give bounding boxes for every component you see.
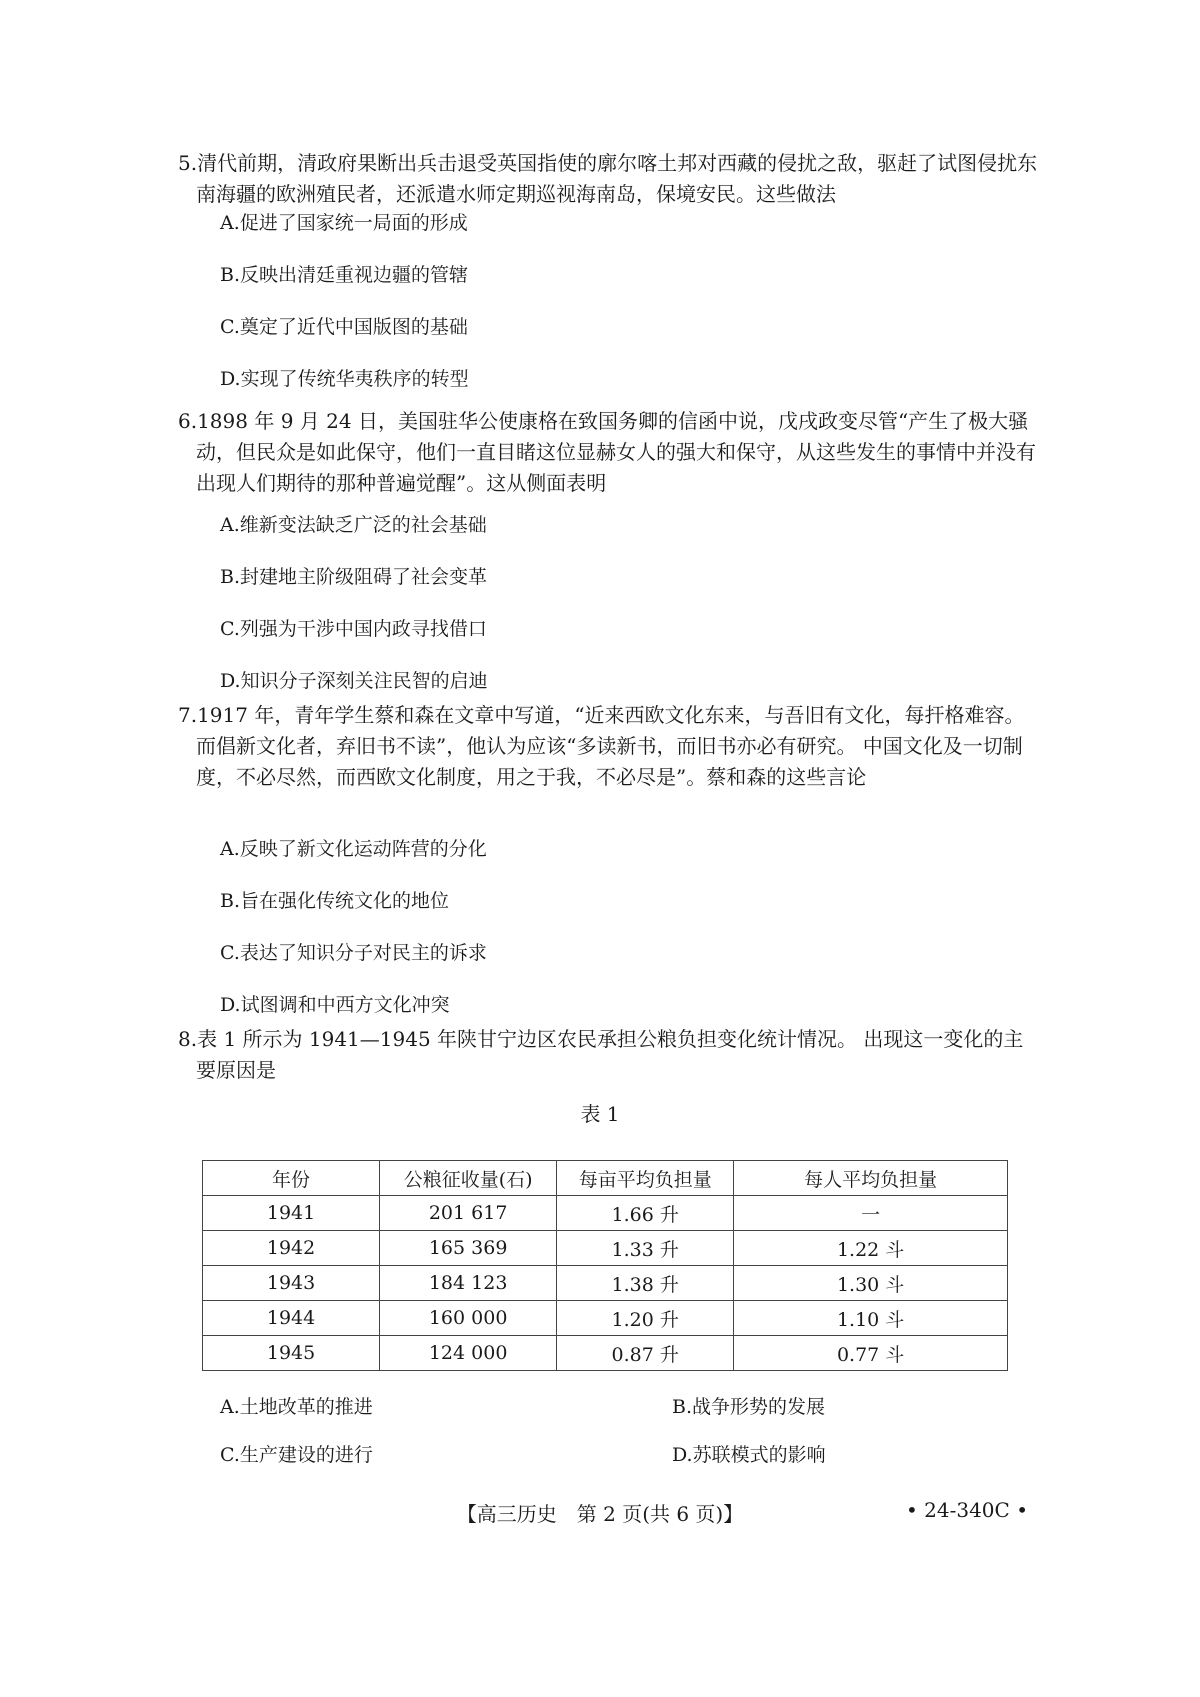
table-cell: 1943 (203, 1266, 380, 1301)
table-cell: 184 123 (380, 1266, 557, 1301)
table-cell: 1941 (203, 1196, 380, 1231)
option-d: D.试图调和中西方文化冲突 (220, 994, 450, 1016)
table-cell: 1945 (203, 1336, 380, 1371)
page-footer: 【高三历史 第 2 页(共 6 页)】 (456, 1502, 744, 1526)
question-stem: 6.1898 年 9 月 24 日，美国驻华公使康格在致国务卿的信函中说，戊戌政变尽管“产生了极大骚动，但民众是如此保守，他们一直目睹这位显赫女人的强大和保守，从这些发生的事情中并没有出现人们期待的那种普遍觉醒”。这从侧面表明 (178, 409, 1036, 495)
column-header: 公粮征收量(石) (380, 1161, 557, 1196)
table-row (203, 1266, 1008, 1301)
option-d: D.苏联模式的影响 (672, 1444, 826, 1466)
table-cell: 一 (734, 1196, 1008, 1231)
option-a: A.土地改革的推进 (220, 1396, 373, 1418)
table-header-row (203, 1161, 1008, 1196)
option-c: C.奠定了近代中国版图的基础 (220, 316, 468, 338)
question-stem: 7.1917 年，青年学生蔡和森在文章中写道，“近来西欧文化东来，与吾旧有文化，每扞格难容。而倡新文化者，弃旧书不读”，他认为应该“多读新书，而旧书亦必有研究。 中国文化及一切制度，不必尽然，而西欧文化制度，用之于我，不必尽是”。蔡和森的这些言论 (178, 703, 1025, 789)
option-b: B.封建地主阶级阻碍了社会变革 (220, 566, 488, 588)
table-cell: 160 000 (380, 1301, 557, 1336)
table-row (203, 1231, 1008, 1266)
table-cell: 1.33 升 (557, 1231, 734, 1266)
table-cell: 1.20 升 (557, 1301, 734, 1336)
option-d: D.知识分子深刻关注民智的启迪 (220, 670, 488, 692)
option-b: B.反映出清廷重视边疆的管辖 (220, 264, 469, 286)
option-b: B.战争形势的发展 (672, 1396, 826, 1418)
option-c: C.列强为干涉中国内政寻找借口 (220, 618, 487, 640)
option-d: D.实现了传统华夷秩序的转型 (220, 368, 469, 390)
table-cell: 1944 (203, 1301, 380, 1336)
table-cell: 0.87 升 (557, 1336, 734, 1371)
question-6 (178, 406, 1038, 499)
table-row (203, 1196, 1008, 1231)
option-b: B.旨在强化传统文化的地位 (220, 890, 450, 912)
column-header: 每人平均负担量 (734, 1161, 1008, 1196)
option-c: C.表达了知识分子对民主的诉求 (220, 942, 487, 964)
question-8 (178, 1024, 1038, 1086)
table-cell: 1.10 斗 (734, 1301, 1008, 1336)
option-a: A.维新变法缺乏广泛的社会基础 (220, 514, 487, 536)
table-cell: 1.38 升 (557, 1266, 734, 1301)
question-7 (178, 700, 1038, 793)
table-cell: 1.30 斗 (734, 1266, 1008, 1301)
question-5 (178, 148, 1038, 210)
table-cell: 201 617 (380, 1196, 557, 1231)
question-stem: 8.表 1 所示为 1941—1945 年陕甘宁边区农民承担公粮负担变化统计情况。 出现这一变化的主要原因是 (178, 1027, 1024, 1082)
table-cell: 1.22 斗 (734, 1231, 1008, 1266)
option-a: A.反映了新文化运动阵营的分化 (220, 838, 487, 860)
table-row (203, 1301, 1008, 1336)
column-header: 年份 (203, 1161, 380, 1196)
table-row (203, 1336, 1008, 1371)
option-c: C.生产建设的进行 (220, 1444, 373, 1466)
table-cell: 1942 (203, 1231, 380, 1266)
question-stem: 5.清代前期，清政府果断出兵击退受英国指使的廓尔喀土邦对西藏的侵扰之敌，驱赶了试图侵扰东南海疆的欧洲殖民者，还派遣水师定期巡视海南岛，保境安民。这些做法 (178, 151, 1038, 206)
grain-table (202, 1160, 1008, 1371)
table-cell: 165 369 (380, 1231, 557, 1266)
table-cell: 0.77 斗 (734, 1336, 1008, 1371)
table-cell: 124 000 (380, 1336, 557, 1371)
option-a: A.促进了国家统一局面的形成 (220, 212, 468, 234)
table-cell: 1.66 升 (557, 1196, 734, 1231)
column-header: 每亩平均负担量 (557, 1161, 734, 1196)
paper-code: • 24-340C • (906, 1498, 1028, 1522)
table-title: 表 1 (580, 1102, 620, 1126)
